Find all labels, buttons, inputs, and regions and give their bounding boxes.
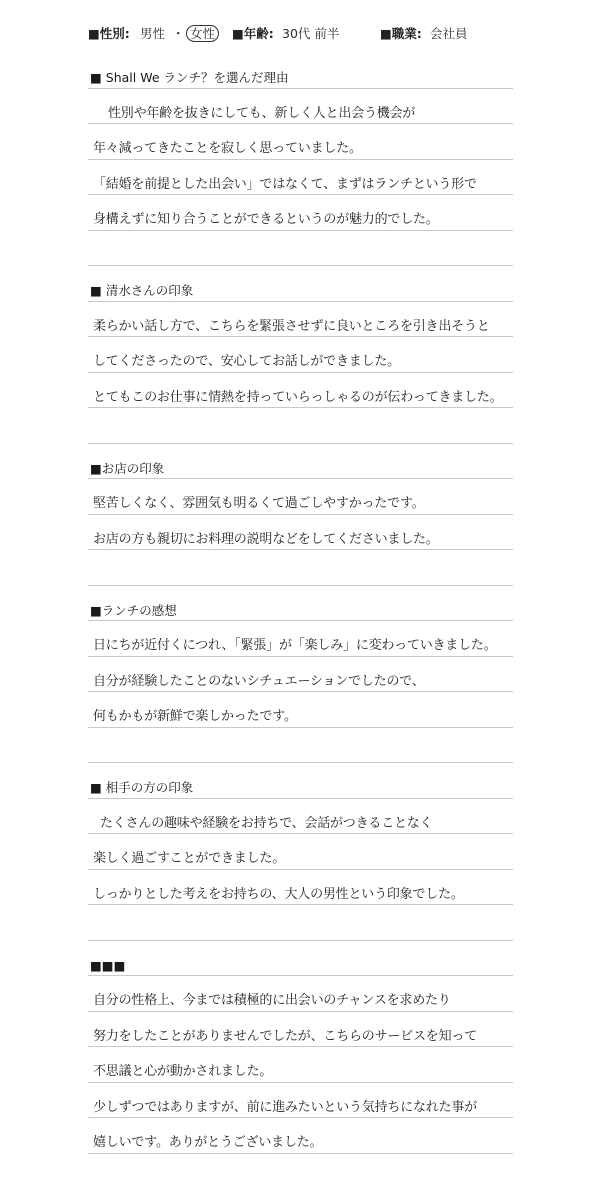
text-line-row: [88, 479, 513, 515]
text-line: とてもこのお仕事に情熱を持っていらっしゃるのが伝わってきました。: [93, 389, 503, 405]
text-line-row: [88, 1118, 513, 1154]
blank-ruled-line: [88, 550, 513, 586]
gender-separator: ・: [172, 26, 185, 41]
section-title-row: [88, 586, 513, 622]
text-line: 性別や年齢を抜きにしても、新しく人と出会う機会が: [108, 105, 416, 121]
section-title-row: [88, 266, 513, 302]
blank-ruled-line: [88, 231, 513, 267]
section-title: ■お店の印象: [90, 460, 165, 476]
text-line: 嬉しいです。ありがとうございました。: [93, 1135, 323, 1150]
blank-ruled-line: [88, 408, 513, 444]
text-line: 「結婚を前提とした出会い」ではなくて、まずはランチという形で: [93, 176, 477, 192]
text-line: 何もかもが新鮮で楽しかったです。: [93, 709, 297, 724]
section-title: ■■■: [90, 957, 126, 973]
text-line-row: [88, 1012, 513, 1048]
text-line-row: [88, 976, 513, 1012]
text-line-row: [88, 870, 513, 906]
text-line-row: [88, 89, 513, 125]
text-line-row: [88, 834, 513, 870]
text-line: 年々減ってきたことを寂しく思っていました。: [93, 141, 362, 156]
text-line-row: [88, 195, 513, 231]
text-line: 楽しく過ごすことができました。: [93, 851, 286, 866]
text-line: 身構えずに知り合うことができるというのが魅力的でした。: [93, 212, 439, 227]
gender-label: ■性別:: [88, 26, 130, 41]
section-title-row: [88, 941, 513, 977]
text-line-row: [88, 302, 513, 338]
text-line-row: [88, 799, 513, 835]
section-title-row: [88, 444, 513, 480]
section-title: ■ランチの感想: [90, 602, 177, 618]
text-line-row: [88, 124, 513, 160]
text-line-row: [88, 1083, 513, 1119]
age-value: 30代 前半: [282, 26, 340, 41]
section-title-row: [88, 53, 513, 89]
text-line-row: [88, 1047, 513, 1083]
text-line: 少しずつではありますが、前に進みたいという気持ちになれた事が: [93, 1099, 478, 1115]
text-line-row: [88, 621, 513, 657]
blank-ruled-line: [88, 728, 513, 764]
ruled-answer-area: [88, 53, 513, 1154]
text-line-row: [88, 515, 513, 551]
text-line: 日にちが近付くにつれ、「緊張」が「楽しみ」に変わっていきました。: [93, 638, 497, 653]
section-title: ■ Shall We ランチ？を選んだ理由: [90, 70, 289, 85]
text-line-row: [88, 337, 513, 373]
blank-ruled-line: [88, 905, 513, 941]
gender-option-male: 男性: [140, 26, 166, 41]
text-line: 自分の性格上、今までは積極的に出会いのチャンスを求めたり: [93, 993, 451, 1008]
section-title: ■ 相手の方の印象: [90, 780, 194, 795]
text-line-row: [88, 692, 513, 728]
text-line: 堅苦しくなく、雰囲気も明るくて過ごしやすかったです。: [93, 496, 425, 511]
text-line: してくださったので、安心してお話しができました。: [93, 354, 400, 369]
text-line: 不思議と心が動かされました。: [93, 1064, 273, 1079]
section-title: ■ 清水さんの印象: [90, 283, 194, 298]
text-line: 努力をしたことがありませんでしたが、こちらのサービスを知って: [93, 1028, 478, 1044]
text-line: 柔らかい話し方で、こちらを緊張させずに良いところを引き出そうと: [93, 318, 490, 334]
text-line-row: [88, 657, 513, 693]
job-value: 会社員: [430, 26, 468, 41]
section-title-row: [88, 763, 513, 799]
text-line: しっかりとした考えをお持ちの、大人の男性という印象でした。: [93, 886, 464, 902]
text-line-row: [88, 160, 513, 196]
job-label: ■職業:: [380, 26, 422, 41]
text-line: たくさんの趣味や経験をお持ちで、会話がつきることなく: [100, 815, 433, 831]
gender-option-female-circled: [189, 25, 219, 43]
text-line: 自分が経験したことのないシチュエーションでしたので、: [93, 673, 425, 689]
gender-female-text: 女性: [186, 25, 219, 42]
age-label: ■年齢:: [232, 26, 274, 41]
text-line-row: [88, 373, 513, 409]
text-line: お店の方も親切にお料理の説明などをしてくださいました。: [93, 531, 439, 547]
